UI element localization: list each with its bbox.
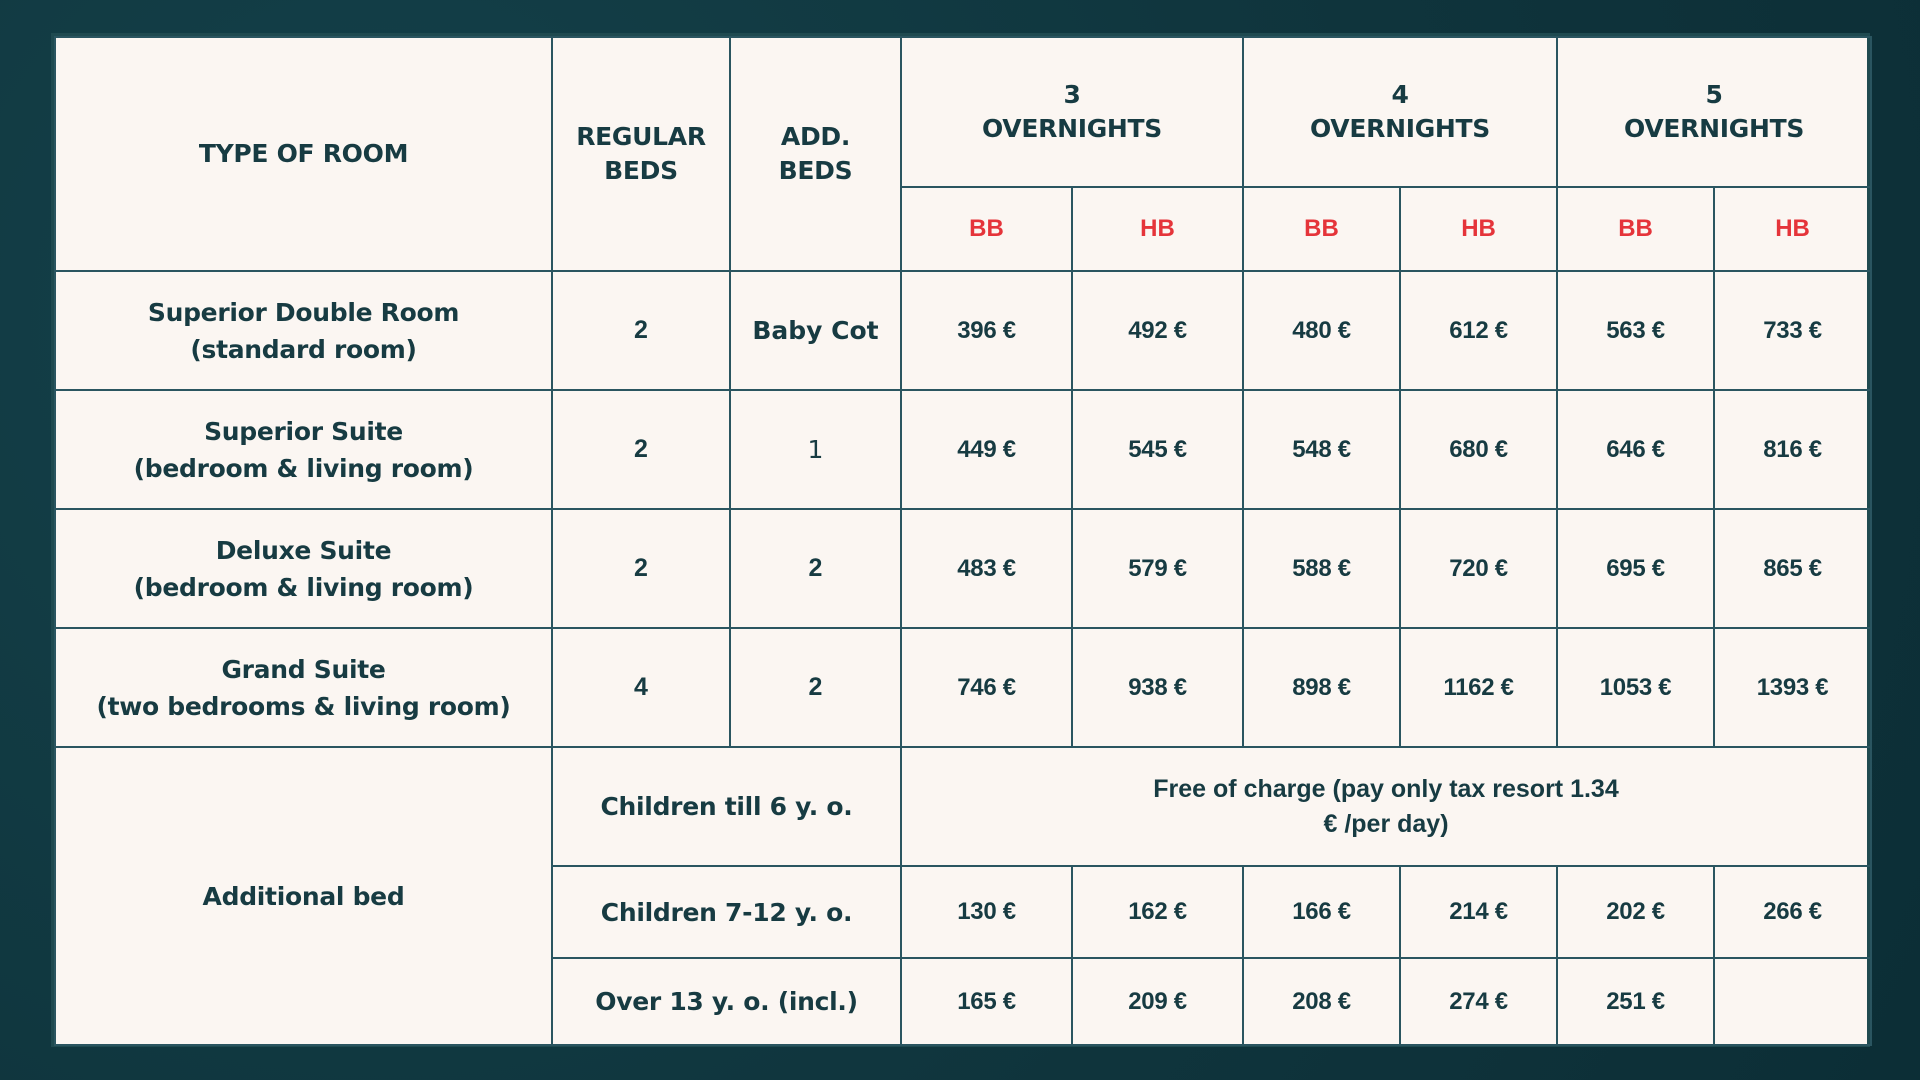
room-name: Superior Double Room (standard room) [55,271,552,390]
age-group-label: Over 13 y. o. (incl.) [552,958,901,1045]
price-cell: 746 € [901,628,1072,747]
age-group-label: Children 7-12 y. o. [552,866,901,958]
free-of-charge-note: Free of charge (pay only tax resort 1.34 € /per day) [901,747,1871,866]
header-add-beds: ADD. BEDS [730,37,901,271]
header-5-overnights: 5 OVERNIGHTS [1557,37,1871,187]
header-row-1 [55,37,1871,187]
room-row [55,390,1871,509]
price-cell: 130 € [901,866,1072,958]
price-cell: 165 € [901,958,1072,1045]
price-cell: 1393 € [1714,628,1871,747]
header-3-overnights: 3 OVERNIGHTS [901,37,1243,187]
price-cell: 720 € [1400,509,1557,628]
age-group-label: Children till 6 y. o. [552,747,901,866]
price-cell: 202 € [1557,866,1714,958]
add-beds-value: 1 [730,390,901,509]
price-cell: 898 € [1243,628,1400,747]
price-cell: 733 € [1714,271,1871,390]
price-cell: 480 € [1243,271,1400,390]
room-row [55,509,1871,628]
header-bb: BB [1557,187,1714,271]
room-name: Superior Suite (bedroom & living room) [55,390,552,509]
price-cell: 548 € [1243,390,1400,509]
price-cell: 449 € [901,390,1072,509]
price-cell: 816 € [1714,390,1871,509]
price-cell: 865 € [1714,509,1871,628]
room-name: Grand Suite (two bedrooms & living room) [55,628,552,747]
price-cell: 162 € [1072,866,1243,958]
price-cell: 214 € [1400,866,1557,958]
additional-row-free [55,747,1871,866]
price-cell: 266 € [1714,866,1871,958]
price-table [54,36,1872,1046]
price-cell: 166 € [1243,866,1400,958]
price-table-frame [51,33,1870,1047]
price-cell: 1162 € [1400,628,1557,747]
price-cell: 588 € [1243,509,1400,628]
price-cell: 208 € [1243,958,1400,1045]
add-beds-value: 2 [730,509,901,628]
regular-beds-value: 2 [552,271,730,390]
header-hb: HB [1400,187,1557,271]
price-cell: 251 € [1557,958,1714,1045]
price-cell: 492 € [1072,271,1243,390]
price-cell: 612 € [1400,271,1557,390]
header-bb: BB [1243,187,1400,271]
header-4-overnights: 4 OVERNIGHTS [1243,37,1557,187]
regular-beds-value: 4 [552,628,730,747]
price-cell: 695 € [1557,509,1714,628]
price-cell: 646 € [1557,390,1714,509]
header-hb: HB [1072,187,1243,271]
price-cell [1714,958,1871,1045]
price-cell: 563 € [1557,271,1714,390]
room-row [55,271,1871,390]
header-bb: BB [901,187,1072,271]
price-cell: 938 € [1072,628,1243,747]
room-name: Deluxe Suite (bedroom & living room) [55,509,552,628]
regular-beds-value: 2 [552,390,730,509]
regular-beds-value: 2 [552,509,730,628]
price-cell: 579 € [1072,509,1243,628]
price-cell: 545 € [1072,390,1243,509]
header-hb: HB [1714,187,1871,271]
price-cell: 396 € [901,271,1072,390]
header-type-of-room: TYPE OF ROOM [55,37,552,271]
price-cell: 1053 € [1557,628,1714,747]
price-cell: 274 € [1400,958,1557,1045]
room-row [55,628,1871,747]
additional-bed-label: Additional bed [55,747,552,1045]
add-beds-value: Baby Cot [730,271,901,390]
header-regular-beds: REGULAR BEDS [552,37,730,271]
add-beds-value: 2 [730,628,901,747]
price-cell: 209 € [1072,958,1243,1045]
price-cell: 680 € [1400,390,1557,509]
price-cell: 483 € [901,509,1072,628]
